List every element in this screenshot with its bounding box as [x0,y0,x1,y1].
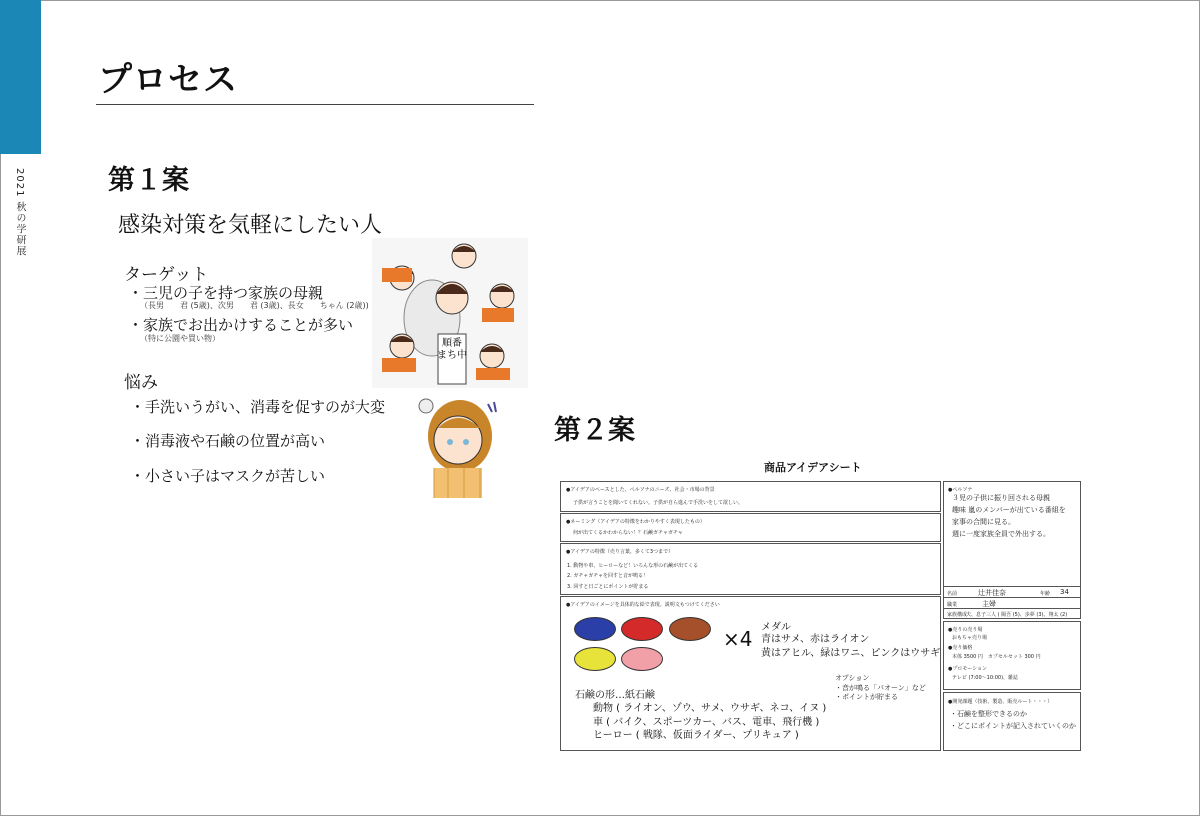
target-note: （特に公園や買い物） [140,334,220,343]
section-text: 子供が言うことを聞いてくれない。子供が自ら進んで手洗いをして欲しい。 [573,500,744,506]
sidebar-accent-bar [0,0,41,154]
divider [944,608,1080,609]
issues-box [943,692,1081,751]
section-image [560,596,941,751]
section-base [560,481,941,512]
option-line: オプション [835,674,870,682]
worry-item: ・消毒液や石鹸の位置が高い [130,432,326,450]
shape-line: ヒーロー ( 戦隊、仮面ライダー、プリキュア ) [593,730,799,741]
option-line: ・音が鳴る「パオーン」など [835,684,926,692]
section-label: ●アイデアのベースとした、ペルソナのニーズ、社会・市場の背景 [566,487,715,493]
medal-blue [574,617,616,641]
issue-item: ・どこにポイントが記入されていくのか [950,722,1076,730]
job-label: 職業 [947,602,958,608]
section-label: ●ネーミング（アイデアの特徴をわかりやすく表現したもの） [566,519,705,525]
section-label: ●アイデアのイメージを具体的な絵で表現。説明文もつけてください [566,602,720,608]
sales-value: 本体 3500 円 カプセルセット 300 円 [952,654,1041,660]
medal-pink [621,647,663,671]
sign-text: 順番まち中 [437,338,467,361]
section-label: ●アイデアの特徴（売り言葉、多くて3つまで） [566,549,674,555]
times-four: ×4 [723,627,753,651]
title-underline [96,104,534,105]
page-title: プロセス [98,60,238,100]
target-item: ・家族でお出かけすることが多い [128,316,354,334]
worry-heading: 悩み [124,373,158,393]
divider [944,597,1080,598]
medal-line: 黄はアヒル、緑はワニ、ピンクはウサギ [761,648,941,659]
family-label: 家族構成 [947,612,968,618]
plan1-subtitle: 感染対策を気軽にしたい人 [118,213,383,238]
persona-job: 主婦 [982,600,996,608]
section-label: ●売り価格 [948,645,973,651]
sales-box [943,621,1081,690]
sales-value: おもちゃ売り場 [952,635,988,641]
issue-item: ・石鹸を整形できるのか [950,710,1027,718]
divider [944,586,1080,587]
medal-line: メダル [761,622,791,633]
section-label: ●開発課題（技術、製造、販売ルート・・・） [948,699,1053,705]
persona-age: 34 [1060,588,1069,596]
shape-line: 動物 ( ライオン、ゾウ、サメ、ウサギ、ネコ、イヌ ) [593,703,827,714]
plan1-heading: 第１案 [108,165,189,196]
persona-line: 趣味 嵐のメンバーが出ている番組を [952,506,1066,514]
medal-brown [669,617,711,641]
shape-line: 石鹸の形…紙石鹸 [575,690,655,701]
worry-item: ・小さい子はマスクが苦しい [130,467,326,485]
target-item: ・三児の子を持つ家族の母親 [128,284,324,302]
persona-line: 家事の合間に見る。 [952,518,1015,526]
option-line: ・ポイントが貯まる [835,693,898,701]
section-text: 何が出てくるかわからない！？石鹸ガチャガチャ [573,530,683,536]
feature-item: 3. 回すと日ごとにポイントが貯まる [567,584,649,590]
sales-value: テレビ (7:00〜10:00)、雑誌 [952,675,1019,681]
persona-box [943,481,1081,619]
persona-line: 週に一度家族全員で外出する。 [952,530,1050,538]
plan2-heading: 第２案 [554,415,635,446]
section-label: ●ペルソナ [948,487,973,493]
shape-line: 車 ( バイク、スポーツカー、バス、電車、飛行機 ) [593,717,820,728]
persona-name: 辻井佳奈 [978,589,1006,597]
section-features [560,543,941,595]
section-naming [560,513,941,542]
target-note: （長男 君 (5歳)、次男 君 (3歳)、長女 ちゃん (2歳)) [140,301,369,310]
sheet-title: 商品アイデアシート [764,461,862,474]
target-heading: ターゲット [124,265,209,285]
worried-mother-illustration [408,394,500,498]
persona-line: ３児の子供に振り回される母親 [952,494,1050,502]
section-label: ●プロモーション [948,666,987,672]
age-label: 年齢 [1040,591,1051,597]
name-label: 名前 [947,591,958,597]
persona-family: 夫、息子三人 ( 陽吾 (5)、歩夢 (3)、翔太 (2) [966,612,1068,618]
worry-item: ・手洗いうがい、消毒を促すのが大変 [130,398,386,416]
section-label: ●売りの売り場 [948,627,983,633]
medal-red [621,617,663,641]
vertical-event-label: 2021 秋の学研展 [14,168,25,257]
family-illustration [372,238,528,388]
medal-line: 青はサメ、赤はライオン [761,634,870,645]
medal-yellow [574,647,616,671]
feature-item: 1. 動物や車、ヒーローなど！いろんな形の石鹸が出てくる [567,563,699,569]
feature-item: 2. ガチャガチャを回すと音が鳴る！ [567,573,649,579]
